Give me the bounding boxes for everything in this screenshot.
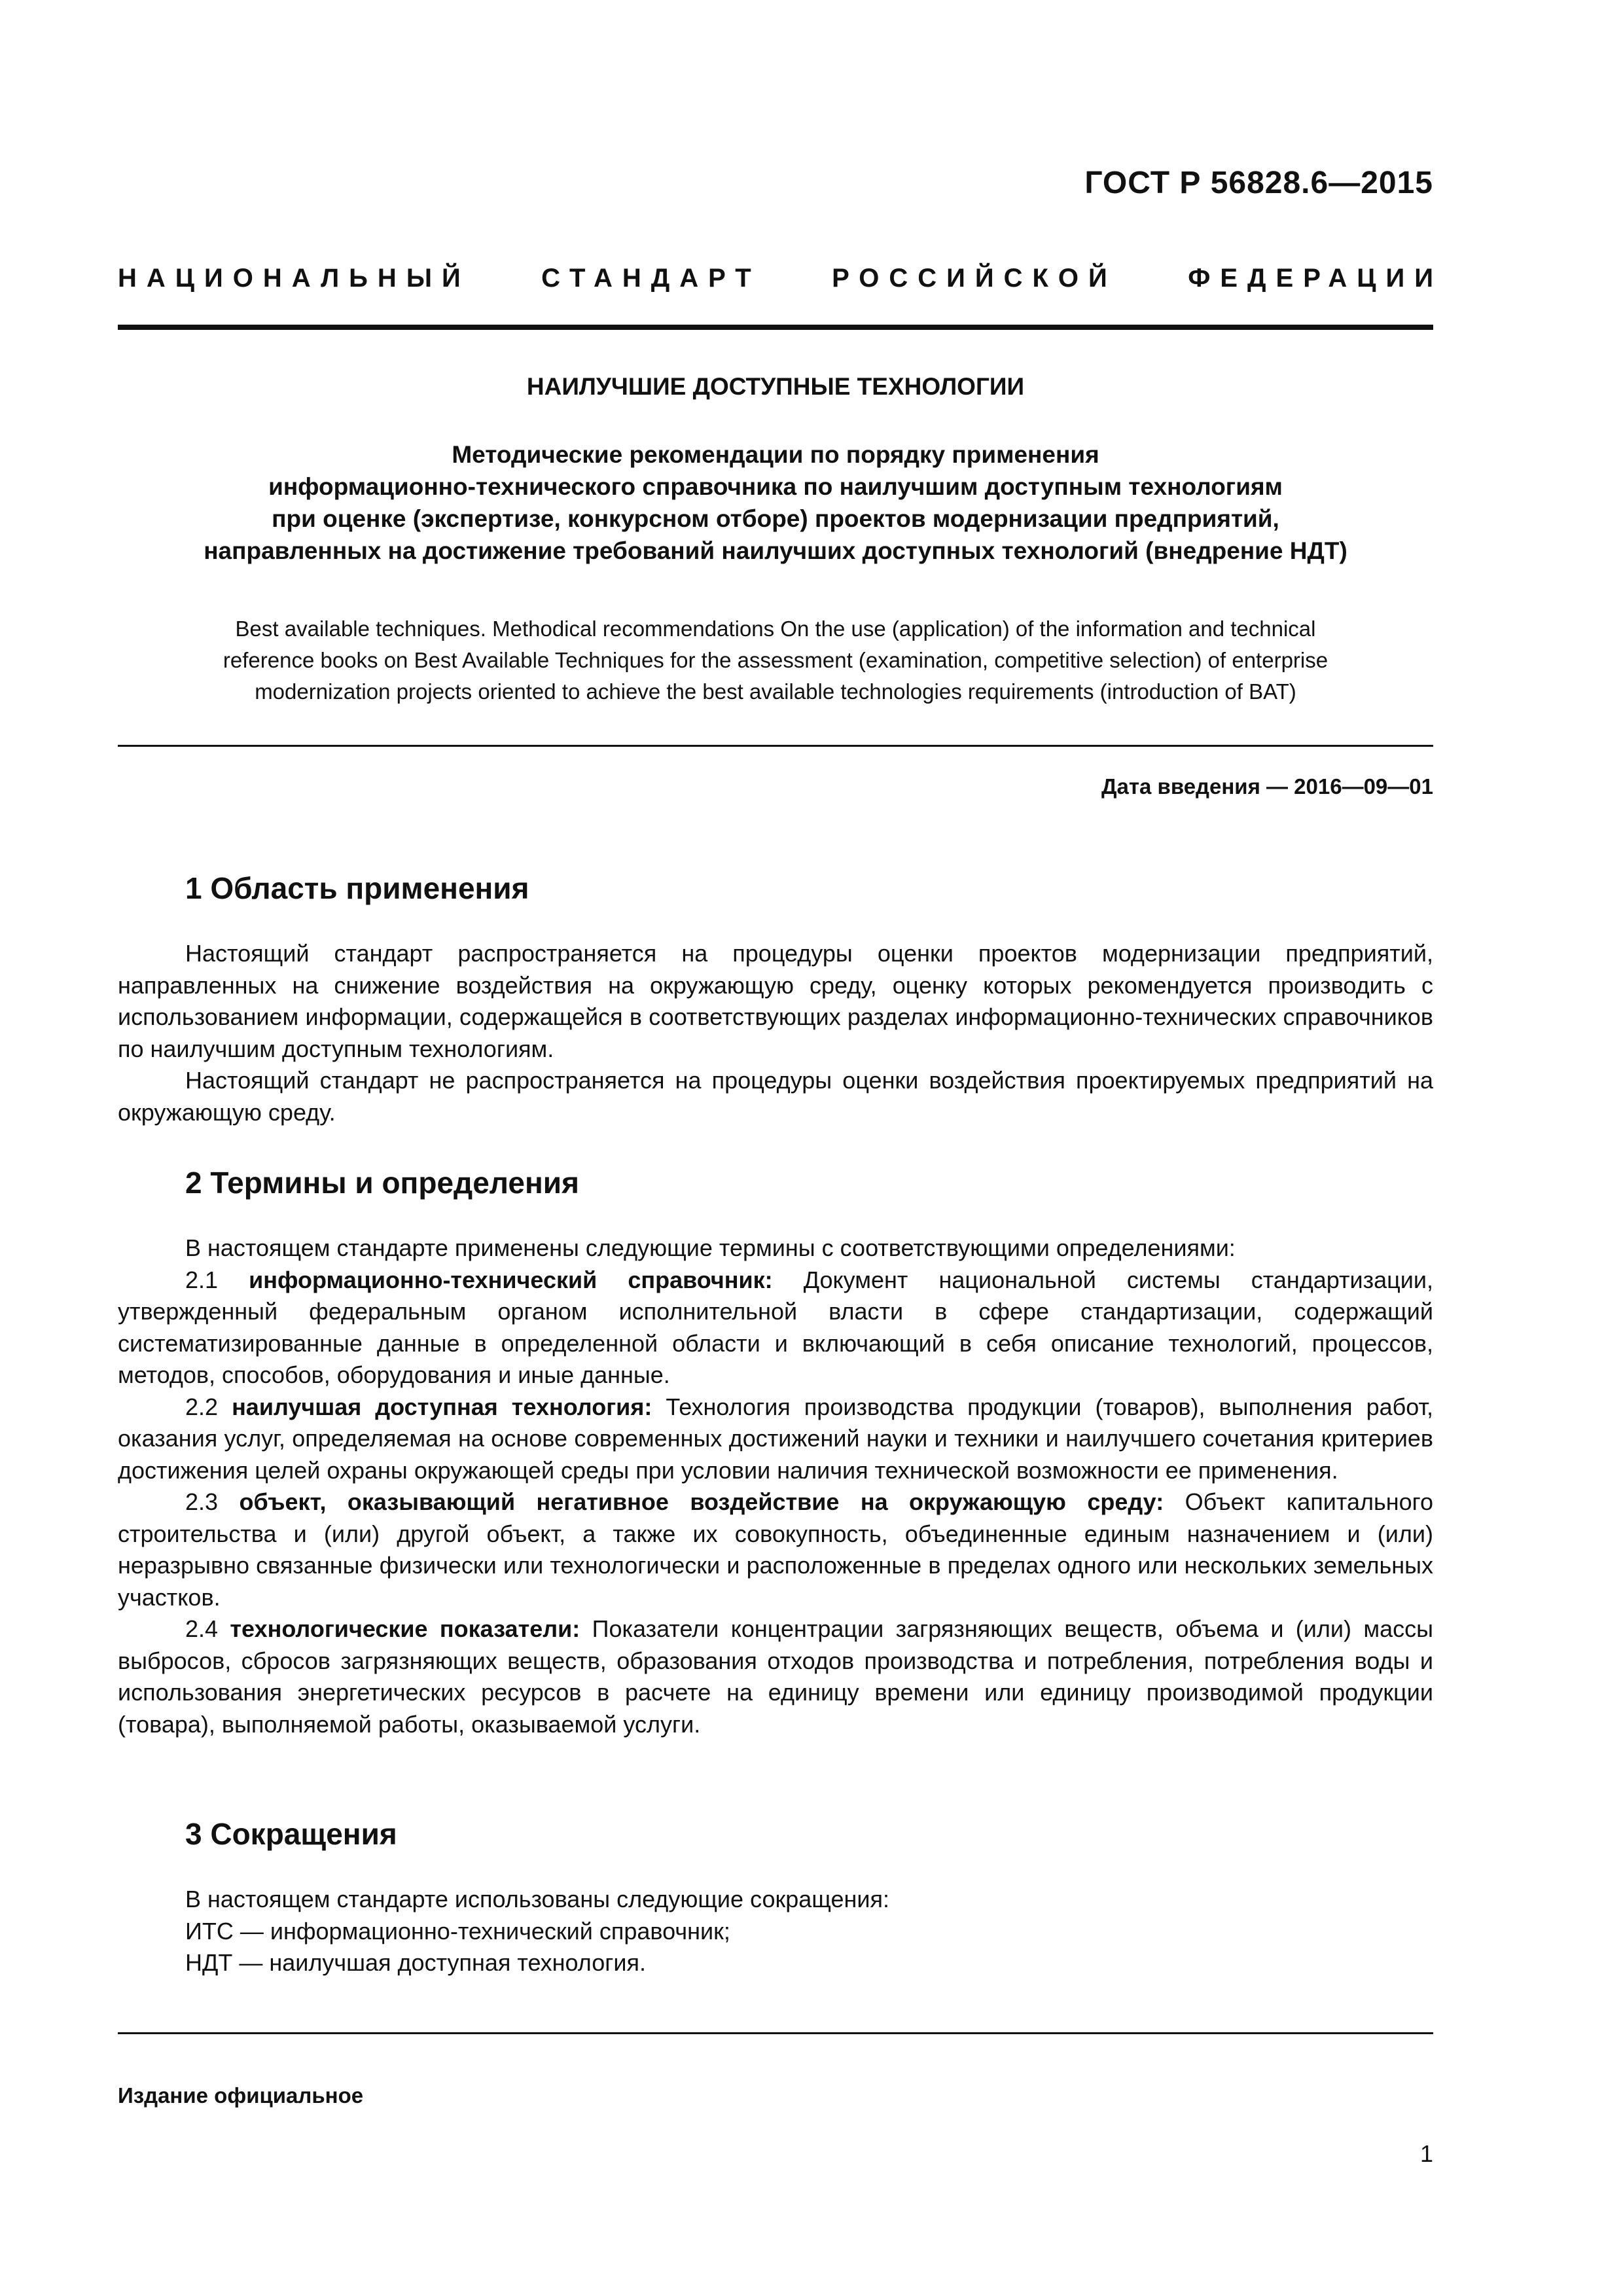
english-title-line: modernization projects oriented to achieve the best available technologies requirements (introduction of BAT) xyxy=(255,679,1296,704)
term-number: 2.3 xyxy=(185,1488,219,1515)
paragraph: Настоящий стандарт распространяется на процедуры оценки проектов модернизации предприятий, направленных на снижение воздействия на окружающую среду, оценку которых рекомендуется производить с использованием информации, содержащейся в соответствующих разделах информационно-технических справочников по наилучшим доступным технологиям. xyxy=(118,940,1433,1062)
title-divider xyxy=(118,745,1433,747)
english-title xyxy=(118,613,1433,708)
page-number: 1 xyxy=(1419,2140,1433,2167)
subtitle-line: при оценке (экспертизе, конкурсном отборе) проектов модернизации предприятий, xyxy=(272,505,1279,532)
term-item xyxy=(118,1486,1433,1613)
paragraph: Настоящий стандарт не распространяется на процедуры оценки воздействия проектируемых предприятий на окружающую среду. xyxy=(118,1067,1433,1126)
section-2-body xyxy=(118,1232,1433,1740)
footer-divider xyxy=(118,2032,1433,2034)
gost-code: ГОСТ Р 56828.6—2015 xyxy=(1084,166,1433,200)
section-1-body xyxy=(118,938,1433,1128)
subtitle-line: Методические рекомендации по порядку применения xyxy=(452,441,1099,468)
section-3-heading: 3 Сокращения xyxy=(185,1817,397,1851)
document-title: НАИЛУЧШИЕ ДОСТУПНЫЕ ТЕХНОЛОГИИ xyxy=(526,373,1025,400)
term-number: 2.4 xyxy=(185,1615,219,1642)
section-1-heading: 1 Область применения xyxy=(185,871,529,905)
subtitle-line: информационно-технического справочника по наилучшим доступным технологиям xyxy=(268,473,1283,500)
section-3-body xyxy=(118,1884,1433,1979)
abbreviation-line: В настоящем стандарте использованы следующие сокращения: xyxy=(185,1886,890,1912)
term-number: 2.1 xyxy=(185,1266,219,1293)
document-subtitle xyxy=(118,439,1433,567)
banner-word: РОССИЙСКОЙ xyxy=(832,264,1117,293)
abbreviation-line: НДТ — наилучшая доступная технология. xyxy=(185,1949,646,1976)
banner-word: НАЦИОНАЛЬНЫЙ xyxy=(118,264,471,293)
term-name: объект, оказывающий негативное воздействие на окружающую среду: xyxy=(239,1488,1164,1515)
subtitle-line: направленных на достижение требований наилучших доступных технологий (внедрение НДТ) xyxy=(204,537,1347,564)
banner-word: ФЕДЕРАЦИИ xyxy=(1188,264,1443,293)
term-item xyxy=(118,1391,1433,1487)
term-item xyxy=(118,1613,1433,1740)
english-title-line: reference books on Best Available Techniques for the assessment (examination, competitive selection) of enterprise xyxy=(223,648,1329,672)
section-2-heading: 2 Термины и определения xyxy=(185,1166,579,1200)
term-definition: Документ национальной системы стандартизации, утвержденный федеральным органом исполнительной власти в сфере стандартизации, содержащий систематизированные данные в определенной области и включающий в себя описание технологий, процессов, методов, способов, оборудования и иные данные. xyxy=(118,1266,1433,1388)
english-title-line: Best available techniques. Methodical recommendations On the use (application) of the information and technical xyxy=(235,617,1316,641)
banner-word: СТАНДАРТ xyxy=(541,264,761,293)
abbreviation-line: ИТС — информационно-технический справочник; xyxy=(185,1917,730,1945)
official-edition-label: Издание официальное xyxy=(118,2083,364,2108)
term-name: наилучшая доступная технология: xyxy=(232,1393,652,1420)
introduction-date: Дата введения — 2016—09—01 xyxy=(1101,774,1433,798)
term-definition: Показатели концентрации загрязняющих веществ, объема и (или) массы выбросов, сбросов загрязняющих веществ, образования отходов производства и потребления, потребления воды и использования энергетических ресурсов в расчете на единицу времени или единицу производимой продукции (товара), выполняемой работы, оказываемой услуги. xyxy=(118,1615,1433,1738)
term-number: 2.2 xyxy=(185,1393,219,1420)
term-name: информационно-технический справочник: xyxy=(249,1266,773,1293)
term-item xyxy=(118,1265,1433,1391)
section-2-intro: В настоящем стандарте применены следующие термины с соответствующими определениями: xyxy=(185,1234,1236,1261)
term-definition: Технология производства продукции (товаров), выполнения работ, оказания услуг, определяемая на основе современных достижений науки и техники и наилучшего сочетания критериев достижения целей охраны окружающей среды при условии наличия технической возможности ее применения. xyxy=(118,1393,1433,1484)
term-definition: Объект капитального строительства и (или) другой объект, а также их совокупность, объединенные единым назначением и (или) неразрывно связанные физически или технологически и расположенные в пределах одного или нескольких земельных участков. xyxy=(118,1488,1433,1611)
national-standard-banner xyxy=(118,264,1443,293)
top-divider xyxy=(118,325,1433,330)
term-name: технологические показатели: xyxy=(230,1615,580,1642)
